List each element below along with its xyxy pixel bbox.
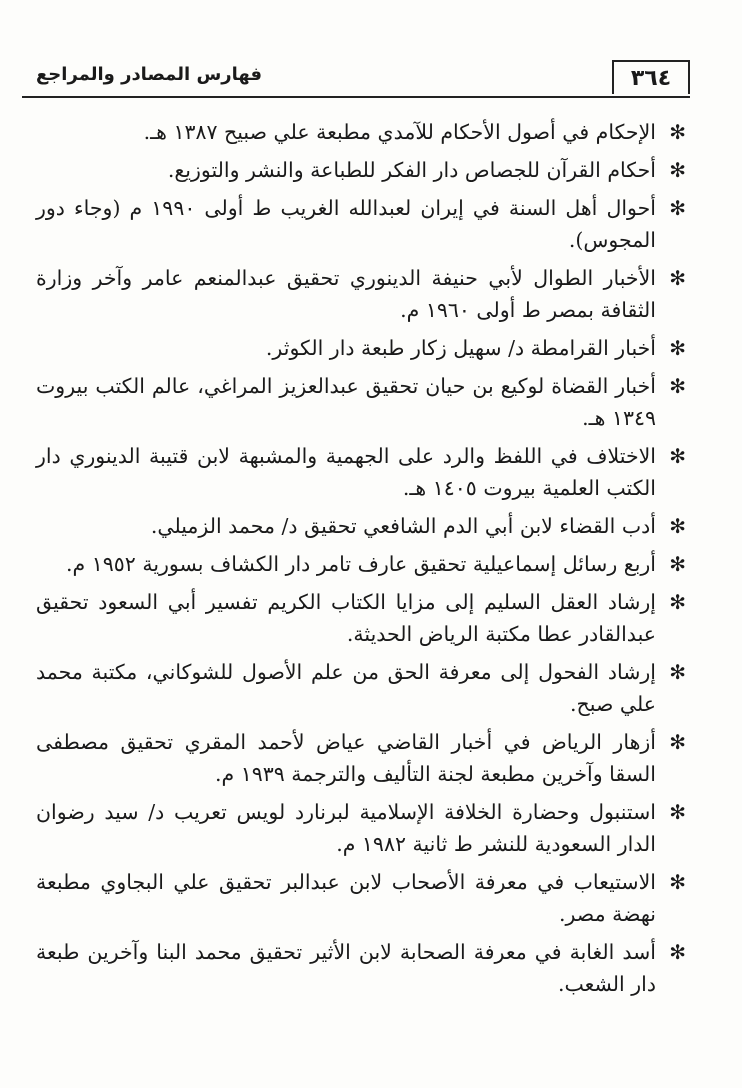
- bibliography-entry: [36, 116, 686, 148]
- asterisk-bullet-icon: ✻: [669, 590, 686, 614]
- entry-text: أحوال أهل السنة في إيران لعبدالله الغريب ط أولى ١٩٩٠ م (وجاء دور المجوس).: [36, 196, 656, 252]
- bibliography-entry: [36, 510, 686, 542]
- asterisk-bullet-icon: ✻: [669, 730, 686, 754]
- entry-text: الإحكام في أصول الأحكام للآمدي مطبعة علي صبيح ١٣٨٧ هـ.: [143, 120, 656, 144]
- entry-text: أربع رسائل إسماعيلية تحقيق عارف تامر دار الكشاف بسورية ١٩٥٢ م.: [66, 552, 656, 576]
- entry-text: أزهار الرياض في أخبار القاضي عياض لأحمد المقري تحقيق مصطفى السقا وآخرين مطبعة لجنة التأليف والترجمة ١٩٣٩ م.: [36, 730, 656, 786]
- asterisk-bullet-icon: ✻: [669, 336, 686, 360]
- entry-text: الاختلاف في اللفظ والرد على الجهمية والمشبهة لابن قتيبة الدينوري دار الكتب العلمية بيروت ١٤٠٥ هـ.: [36, 444, 656, 500]
- page-number: ٣٦٤: [612, 60, 690, 94]
- bibliography-entry: [36, 192, 686, 256]
- bibliography-entry: [36, 656, 686, 720]
- entry-text: الاستيعاب في معرفة الأصحاب لابن عبدالبر تحقيق علي البجاوي مطبعة نهضة مصر.: [36, 870, 656, 926]
- bibliography-entry: [36, 936, 686, 1000]
- asterisk-bullet-icon: ✻: [669, 870, 686, 894]
- asterisk-bullet-icon: ✻: [669, 444, 686, 468]
- entry-text: استنبول وحضارة الخلافة الإسلامية لبرنارد لويس تعريب د/ سيد رضوان الدار السعودية للنشر ط ثانية ١٩٨٢ م.: [36, 800, 656, 856]
- bibliography-entry: [36, 866, 686, 930]
- bibliography-list: [36, 116, 686, 1006]
- asterisk-bullet-icon: ✻: [669, 266, 686, 290]
- bibliography-entry: [36, 548, 686, 580]
- asterisk-bullet-icon: ✻: [669, 196, 686, 220]
- asterisk-bullet-icon: ✻: [669, 120, 686, 144]
- entry-text: أدب القضاء لابن أبي الدم الشافعي تحقيق د/ محمد الزميلي.: [150, 514, 656, 538]
- running-title: فهارس المصادر والمراجع: [36, 64, 263, 85]
- bibliography-entry: [36, 370, 686, 434]
- bibliography-entry: [36, 586, 686, 650]
- asterisk-bullet-icon: ✻: [669, 158, 686, 182]
- bibliography-entry: [36, 154, 686, 186]
- asterisk-bullet-icon: ✻: [669, 800, 686, 824]
- bibliography-entry: [36, 332, 686, 364]
- entry-text: إرشاد الفحول إلى معرفة الحق من علم الأصول للشوكاني، مكتبة محمد علي صبح.: [36, 660, 656, 716]
- asterisk-bullet-icon: ✻: [669, 552, 686, 576]
- entry-text: أسد الغابة في معرفة الصحابة لابن الأثير تحقيق محمد البنا وآخرين طبعة دار الشعب.: [36, 940, 656, 996]
- bibliography-entry: [36, 796, 686, 860]
- asterisk-bullet-icon: ✻: [669, 514, 686, 538]
- entry-text: أخبار القرامطة د/ سهيل زكار طبعة دار الكوثر.: [265, 336, 656, 360]
- bibliography-entry: [36, 262, 686, 326]
- asterisk-bullet-icon: ✻: [669, 940, 686, 964]
- page-header: [22, 58, 690, 98]
- asterisk-bullet-icon: ✻: [669, 660, 686, 684]
- bibliography-entry: [36, 726, 686, 790]
- entry-text: أحكام القرآن للجصاص دار الفكر للطباعة والنشر والتوزيع.: [167, 158, 656, 182]
- asterisk-bullet-icon: ✻: [669, 374, 686, 398]
- bibliography-entry: [36, 440, 686, 504]
- entry-text: أخبار القضاة لوكيع بن حيان تحقيق عبدالعزيز المراغي، عالم الكتب بيروت ١٣٤٩ هـ.: [36, 374, 656, 430]
- entry-text: إرشاد العقل السليم إلى مزايا الكتاب الكريم تفسير أبي السعود تحقيق عبدالقادر عطا مكتبة الرياض الحديثة.: [36, 590, 656, 646]
- entry-text: الأخبار الطوال لأبي حنيفة الدينوري تحقيق عبدالمنعم عامر وآخر وزارة الثقافة بمصر ط أولى ١٩٦٠ م.: [36, 266, 656, 322]
